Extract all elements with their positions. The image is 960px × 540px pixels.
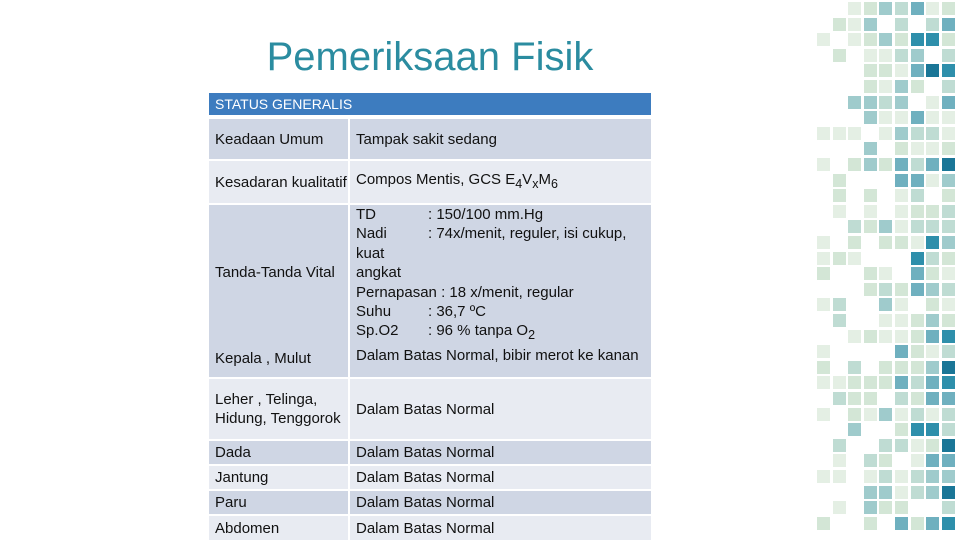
mosaic-tile xyxy=(926,205,939,218)
mosaic-tile xyxy=(864,96,877,109)
mosaic-tile xyxy=(942,33,955,46)
mosaic-tile xyxy=(942,236,955,249)
mosaic-tile xyxy=(817,298,830,311)
mosaic-tile xyxy=(895,501,908,514)
mosaic-tile xyxy=(942,80,955,93)
mosaic-tile xyxy=(895,408,908,421)
mosaic-tile xyxy=(926,517,939,530)
mosaic-tile xyxy=(911,236,924,249)
mosaic-tile xyxy=(942,439,955,452)
mosaic-tile xyxy=(926,127,939,140)
mosaic-tile xyxy=(817,252,830,265)
mosaic-tile xyxy=(911,64,924,77)
mosaic-tile xyxy=(879,501,892,514)
mosaic-tile xyxy=(911,330,924,343)
mosaic-tile xyxy=(895,517,908,530)
mosaic-tile xyxy=(848,361,861,374)
row-value: Compos Mentis, GCS $E_4V_xM_6$ xyxy=(350,161,651,203)
mosaic-tile xyxy=(879,127,892,140)
mosaic-tile xyxy=(911,486,924,499)
mosaic-tile xyxy=(879,408,892,421)
row-label: Leher , Telinga, Hidung, Tenggorok xyxy=(209,379,348,439)
row-label: Kepala , Mulut xyxy=(209,339,348,377)
row-label: Dada xyxy=(209,441,348,464)
mosaic-tile xyxy=(848,252,861,265)
mosaic-tile xyxy=(942,18,955,31)
mosaic-tile xyxy=(911,33,924,46)
table-row xyxy=(209,491,651,514)
mosaic-tile xyxy=(895,236,908,249)
row-label: Paru xyxy=(209,491,348,514)
row-value: Dalam Batas Normal xyxy=(350,466,651,489)
mosaic-tile xyxy=(833,298,846,311)
mosaic-tile xyxy=(911,158,924,171)
row-value: Dalam Batas Normal xyxy=(350,379,651,439)
mosaic-tile xyxy=(895,205,908,218)
mosaic-tile xyxy=(911,439,924,452)
mosaic-tile xyxy=(911,517,924,530)
mosaic-tile xyxy=(942,127,955,140)
mosaic-tile xyxy=(864,376,877,389)
mosaic-tile xyxy=(817,408,830,421)
mosaic-tile xyxy=(833,470,846,483)
mosaic-tile xyxy=(817,345,830,358)
mosaic-tile xyxy=(911,361,924,374)
mosaic-tile xyxy=(911,189,924,202)
mosaic-tile xyxy=(926,408,939,421)
mosaic-tile xyxy=(895,470,908,483)
mosaic-tile xyxy=(926,439,939,452)
mosaic-tile xyxy=(879,33,892,46)
mosaic-tile xyxy=(848,127,861,140)
mosaic-tile xyxy=(833,376,846,389)
mosaic-tile xyxy=(848,18,861,31)
mosaic-tile xyxy=(895,96,908,109)
table-row xyxy=(209,161,651,203)
mosaic-tile xyxy=(926,33,939,46)
mosaic-tile xyxy=(895,64,908,77)
mosaic-tile xyxy=(926,283,939,296)
mosaic-tile xyxy=(848,330,861,343)
mosaic-tile xyxy=(879,49,892,62)
mosaic-tile xyxy=(911,205,924,218)
mosaic-tile xyxy=(911,220,924,233)
mosaic-tile xyxy=(879,376,892,389)
mosaic-tile xyxy=(879,470,892,483)
mosaic-tile xyxy=(864,330,877,343)
mosaic-tile xyxy=(833,392,846,405)
mosaic-tile xyxy=(942,2,955,15)
mosaic-tile xyxy=(864,267,877,280)
mosaic-tile xyxy=(942,96,955,109)
mosaic-tile xyxy=(942,49,955,62)
row-label: Jantung xyxy=(209,466,348,489)
mosaic-tile xyxy=(895,127,908,140)
mosaic-tile xyxy=(942,486,955,499)
mosaic-tile xyxy=(879,314,892,327)
mosaic-tile xyxy=(895,2,908,15)
mosaic-tile xyxy=(864,33,877,46)
row-value: Tampak sakit sedang xyxy=(350,119,651,159)
mosaic-tile xyxy=(926,252,939,265)
mosaic-tile xyxy=(911,2,924,15)
row-value: Dalam Batas Normal xyxy=(350,516,651,540)
mosaic-tile xyxy=(864,64,877,77)
mosaic-tile xyxy=(895,174,908,187)
mosaic-tile xyxy=(895,49,908,62)
mosaic-tile xyxy=(942,314,955,327)
mosaic-tile xyxy=(879,439,892,452)
mosaic-tile xyxy=(926,2,939,15)
mosaic-tile xyxy=(942,267,955,280)
mosaic-tile xyxy=(942,298,955,311)
mosaic-tile xyxy=(926,330,939,343)
mosaic-tile xyxy=(879,111,892,124)
mosaic-tile xyxy=(911,142,924,155)
mosaic-tile xyxy=(864,189,877,202)
mosaic-tile xyxy=(942,392,955,405)
mosaic-tile xyxy=(911,376,924,389)
mosaic-tile xyxy=(848,236,861,249)
mosaic-tile xyxy=(942,501,955,514)
mosaic-tile xyxy=(833,189,846,202)
mosaic-tile xyxy=(833,501,846,514)
mosaic-tile xyxy=(879,2,892,15)
mosaic-tile xyxy=(895,298,908,311)
mosaic-tile xyxy=(911,127,924,140)
row-value: Dalam Batas Normal xyxy=(350,491,651,514)
table-row xyxy=(209,441,651,464)
mosaic-tile xyxy=(864,142,877,155)
mosaic-tile xyxy=(942,64,955,77)
mosaic-tile xyxy=(942,283,955,296)
mosaic-tile xyxy=(926,345,939,358)
mosaic-tile xyxy=(942,408,955,421)
mosaic-tile xyxy=(864,283,877,296)
mosaic-tile xyxy=(926,267,939,280)
mosaic-tile xyxy=(879,96,892,109)
mosaic-tile xyxy=(926,174,939,187)
mosaic-tile xyxy=(911,49,924,62)
mosaic-tile xyxy=(879,361,892,374)
mosaic-tile xyxy=(864,49,877,62)
mosaic-tile xyxy=(817,517,830,530)
mosaic-tile xyxy=(895,158,908,171)
table-row xyxy=(209,516,651,540)
table-row xyxy=(209,466,651,489)
mosaic-tile xyxy=(848,220,861,233)
mosaic-tile xyxy=(879,298,892,311)
mosaic-tile xyxy=(942,158,955,171)
mosaic-tile xyxy=(942,252,955,265)
table-row xyxy=(209,119,651,159)
mosaic-tile xyxy=(833,252,846,265)
mosaic-tile xyxy=(942,330,955,343)
mosaic-tile xyxy=(895,111,908,124)
mosaic-tile xyxy=(879,220,892,233)
mosaic-tile xyxy=(879,80,892,93)
mosaic-tile xyxy=(926,220,939,233)
mosaic-tile xyxy=(895,376,908,389)
mosaic-tile xyxy=(879,454,892,467)
mosaic-tile xyxy=(879,236,892,249)
mosaic-tile xyxy=(895,486,908,499)
mosaic-tile xyxy=(926,158,939,171)
mosaic-tile xyxy=(833,127,846,140)
mosaic-tile xyxy=(864,205,877,218)
mosaic-tile xyxy=(942,423,955,436)
mosaic-tile xyxy=(926,486,939,499)
mosaic-tile xyxy=(833,49,846,62)
mosaic-tile xyxy=(926,142,939,155)
mosaic-tile xyxy=(864,80,877,93)
mosaic-tile xyxy=(833,205,846,218)
mosaic-tile xyxy=(864,18,877,31)
mosaic-tile xyxy=(926,18,939,31)
mosaic-tile xyxy=(911,314,924,327)
table-row xyxy=(209,205,651,377)
mosaic-tile xyxy=(895,392,908,405)
mosaic-tile xyxy=(942,470,955,483)
table-header: STATUS GENERALIS xyxy=(209,93,651,117)
mosaic-tile xyxy=(895,18,908,31)
mosaic-tile xyxy=(911,454,924,467)
mosaic-tile xyxy=(895,330,908,343)
mosaic-tile xyxy=(817,236,830,249)
mosaic-tile xyxy=(911,174,924,187)
mosaic-tile xyxy=(817,33,830,46)
mosaic-tile xyxy=(879,158,892,171)
mosaic-tile xyxy=(817,361,830,374)
mosaic-tile xyxy=(942,142,955,155)
mosaic-tile xyxy=(895,345,908,358)
mosaic-tile xyxy=(895,33,908,46)
mosaic-tile xyxy=(926,470,939,483)
row-label: Keadaan Umum xyxy=(209,119,348,159)
mosaic-tile xyxy=(926,361,939,374)
mosaic-tile xyxy=(864,392,877,405)
mosaic-tile xyxy=(864,501,877,514)
mosaic-tile xyxy=(879,64,892,77)
mosaic-tile xyxy=(911,252,924,265)
mosaic-tile xyxy=(895,283,908,296)
mosaic-tile xyxy=(926,298,939,311)
mosaic-tile xyxy=(848,2,861,15)
mosaic-tile xyxy=(879,283,892,296)
mosaic-tile xyxy=(864,454,877,467)
mosaic-tile xyxy=(864,470,877,483)
mosaic-tile xyxy=(895,361,908,374)
mosaic-tile xyxy=(864,111,877,124)
mosaic-tile xyxy=(911,423,924,436)
mosaic-tile xyxy=(911,345,924,358)
mosaic-tile xyxy=(926,314,939,327)
mosaic-tile xyxy=(864,486,877,499)
mosaic-tile xyxy=(895,423,908,436)
mosaic-tile xyxy=(864,220,877,233)
mosaic-tile xyxy=(895,439,908,452)
mosaic-tile xyxy=(911,283,924,296)
mosaic-tile xyxy=(942,220,955,233)
mosaic-tile xyxy=(817,127,830,140)
mosaic-tile xyxy=(879,486,892,499)
row-label: Tanda-Tanda Vital xyxy=(209,205,348,339)
mosaic-tile xyxy=(942,345,955,358)
mosaic-tile xyxy=(895,220,908,233)
mosaic-tile xyxy=(911,408,924,421)
mosaic-tile xyxy=(817,267,830,280)
mosaic-tile xyxy=(848,158,861,171)
mosaic-tile xyxy=(864,517,877,530)
mosaic-tile xyxy=(942,454,955,467)
mosaic-tile xyxy=(879,330,892,343)
row-value: Dalam Batas Normal xyxy=(350,441,651,464)
mosaic-tile xyxy=(833,174,846,187)
mosaic-tile xyxy=(864,158,877,171)
mosaic-tile xyxy=(926,392,939,405)
mosaic-tile xyxy=(942,205,955,218)
table-row xyxy=(209,379,651,439)
mosaic-tile xyxy=(817,376,830,389)
mosaic-tile xyxy=(926,111,939,124)
mosaic-tile xyxy=(926,64,939,77)
mosaic-tile xyxy=(817,470,830,483)
mosaic-tile xyxy=(942,376,955,389)
mosaic-tile xyxy=(833,439,846,452)
mosaic-tile xyxy=(926,236,939,249)
mosaic-tile xyxy=(833,314,846,327)
mosaic-tile xyxy=(848,96,861,109)
mosaic-tile xyxy=(833,454,846,467)
mosaic-tile xyxy=(942,174,955,187)
mosaic-tile xyxy=(848,33,861,46)
mosaic-tile xyxy=(848,423,861,436)
mosaic-tile xyxy=(879,267,892,280)
mosaic-tile xyxy=(911,392,924,405)
mosaic-tile xyxy=(833,18,846,31)
mosaic-tile xyxy=(942,517,955,530)
mosaic-tile xyxy=(911,111,924,124)
page-title: Pemeriksaan Fisik xyxy=(266,35,594,79)
mosaic-tile xyxy=(895,189,908,202)
status-table xyxy=(209,93,651,537)
mosaic-tile xyxy=(848,376,861,389)
mosaic-tile xyxy=(864,408,877,421)
mosaic-tile xyxy=(895,142,908,155)
mosaic-tile xyxy=(926,423,939,436)
mosaic-tile xyxy=(895,80,908,93)
mosaic-tile xyxy=(911,80,924,93)
mosaic-tile xyxy=(864,2,877,15)
mosaic-tile xyxy=(817,158,830,171)
mosaic-tile xyxy=(942,361,955,374)
vitals-value: TD : 150/100 mm.Hg Nadi : 74x/menit, reguler, isi cukup, kuat angkat Pernapasan : 18 x/menit, regular Suhu : 36,7 ºC Sp.O2 : 96 % tanpa $O_2$ Dalam Batas Normal, bibir merot ke kanan xyxy=(350,205,651,377)
mosaic-tile xyxy=(926,376,939,389)
mosaic-tile xyxy=(942,189,955,202)
mosaic-tile xyxy=(848,392,861,405)
mosaic-tile xyxy=(895,314,908,327)
decorative-mosaic xyxy=(805,0,960,540)
mosaic-tile xyxy=(848,408,861,421)
mosaic-tile xyxy=(911,267,924,280)
mosaic-tile xyxy=(911,470,924,483)
row-label: Abdomen xyxy=(209,516,348,540)
mosaic-tile xyxy=(926,454,939,467)
row-label: Kesadaran kualitatif xyxy=(209,161,348,203)
mosaic-tile xyxy=(942,111,955,124)
mosaic-tile xyxy=(926,96,939,109)
